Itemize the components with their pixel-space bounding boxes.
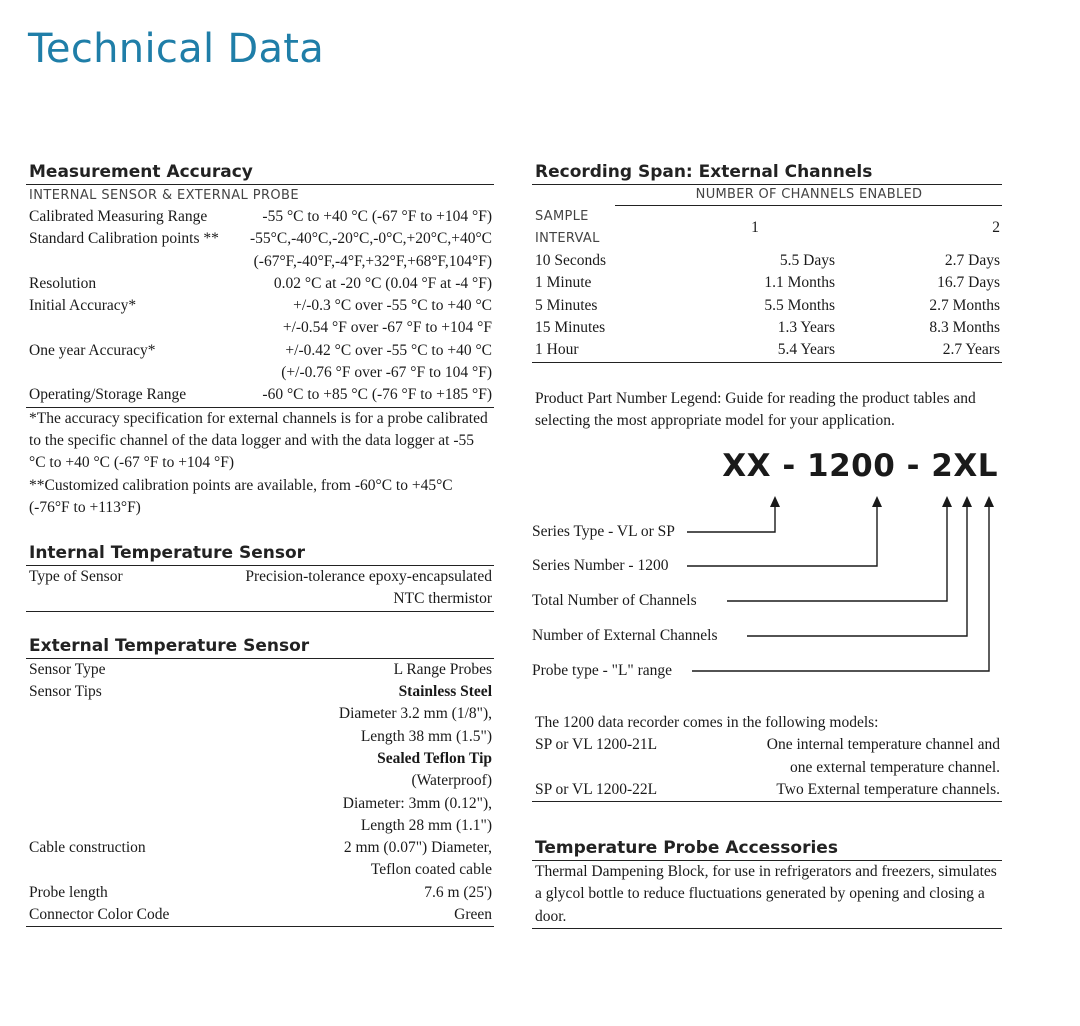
channels-enabled-header: NUMBER OF CHANNELS ENABLED bbox=[615, 185, 1002, 206]
accessories-heading: Temperature Probe Accessories bbox=[532, 836, 1002, 861]
spec-label: One year Accuracy* bbox=[29, 341, 156, 359]
spec-label: Probe length bbox=[29, 883, 108, 901]
spec-row bbox=[26, 340, 494, 362]
spec-value: 0.02 °C at -20 °C (0.04 °F at -4 °F) bbox=[273, 274, 492, 292]
spec-row bbox=[26, 566, 494, 588]
spec-value: Stainless Steel bbox=[398, 683, 492, 701]
spec-row bbox=[26, 273, 494, 295]
models-section bbox=[532, 712, 1002, 802]
models-intro: The 1200 data recorder comes in the following models: bbox=[535, 714, 879, 731]
spec-value: -55°C,-40°C,-20°C,-0°C,+20°C,+40°C bbox=[250, 230, 492, 248]
legend-connector-lines bbox=[532, 160, 1002, 700]
spec-value: -60 °C to +85 °C (-76 °F to +185 °F) bbox=[262, 386, 492, 404]
part-number-example: XX - 1200 - 2XL bbox=[722, 448, 998, 484]
table-cell: 2.7 Days bbox=[944, 252, 1000, 270]
measurement-subheading: INTERNAL SENSOR & EXTERNAL PROBE bbox=[29, 188, 299, 203]
sample-interval-header: SAMPLE INTERVAL bbox=[535, 208, 600, 246]
spec-value: +/-0.3 °C over -55 °C to +40 °C bbox=[293, 297, 492, 315]
spec-value: +/-0.42 °C over -55 °C to +40 °C bbox=[285, 341, 492, 359]
spec-row bbox=[26, 681, 494, 703]
model-description: Two External temperature channels. bbox=[776, 780, 1000, 798]
table-cell: 1.1 Months bbox=[764, 274, 835, 292]
spec-label: Resolution bbox=[29, 274, 97, 292]
spec-value: Precision-tolerance epoxy-encapsulated bbox=[245, 568, 492, 586]
spec-row bbox=[26, 228, 494, 250]
table-cell: 5.5 Days bbox=[779, 252, 835, 270]
spec-label: Operating/Storage Range bbox=[29, 386, 187, 404]
table-cell: 2.7 Months bbox=[929, 296, 1000, 314]
model-row bbox=[532, 734, 1002, 756]
table-cell: 5.5 Months bbox=[764, 296, 835, 314]
table-cell: 8.3 Months bbox=[929, 318, 1000, 336]
legend-label-series-type: Series Type - VL or SP bbox=[532, 523, 675, 540]
spec-row bbox=[26, 206, 494, 228]
spec-label: Cable construction bbox=[29, 839, 146, 857]
model-name: SP or VL 1200-21L bbox=[535, 736, 658, 754]
accessories-section bbox=[532, 836, 1002, 929]
spec-value-cont: Diameter 3.2 mm (1/8"), bbox=[338, 705, 492, 723]
model-name: SP or VL 1200-22L bbox=[535, 780, 658, 798]
spec-value: -55 °C to +40 °C (-67 °F to +104 °F) bbox=[262, 208, 492, 225]
spec-value-cont: +/-0.54 °F over -67 °F to +104 °F bbox=[282, 319, 492, 337]
table-cell: 1 Minute bbox=[535, 274, 592, 292]
measurement-accuracy-heading: Measurement Accuracy bbox=[26, 160, 494, 185]
external-sensor-heading: External Temperature Sensor bbox=[26, 634, 494, 659]
spec-label: Sensor Type bbox=[29, 660, 106, 678]
recording-span-heading: Recording Span: External Channels bbox=[532, 160, 1002, 185]
spec-value: 7.6 m (25') bbox=[424, 883, 492, 901]
spec-value-cont: Teflon coated cable bbox=[370, 861, 492, 879]
spec-value: 2 mm (0.07") Diameter, bbox=[343, 839, 492, 857]
accessories-text: Thermal Dampening Block, for use in refrigerators and freezers, simulates a glycol bottle to reduce fluctuations generated by opening and closing a door. bbox=[532, 861, 1002, 929]
spec-label: Type of Sensor bbox=[29, 568, 123, 586]
spec-value-cont: (Waterproof) bbox=[411, 772, 492, 790]
legend-intro: Product Part Number Legend: Guide for reading the product tables and selecting the most appropriate model for your application. bbox=[535, 390, 976, 430]
spec-value: Green bbox=[454, 906, 492, 924]
accuracy-footnote: *The accuracy specification for external channels is for a probe calibrated to the specific channel of the data logger and with the data logger at -55 °C to +40 °C (-67 °F to +104 °F) bbox=[29, 409, 488, 472]
spec-label: Sensor Tips bbox=[29, 683, 102, 701]
spec-row bbox=[26, 904, 494, 927]
table-cell: 16.7 Days bbox=[937, 274, 1000, 292]
legend-label-total-channels: Total Number of Channels bbox=[532, 592, 697, 609]
spec-row bbox=[26, 295, 494, 317]
table-cell: 15 Minutes bbox=[535, 318, 606, 336]
model-description-cont: one external temperature channel. bbox=[790, 758, 1000, 776]
internal-sensor-heading: Internal Temperature Sensor bbox=[26, 541, 494, 566]
spec-value-cont: Length 28 mm (1.1") bbox=[360, 816, 492, 834]
spec-row bbox=[26, 384, 494, 407]
legend-label-series-number: Series Number - 1200 bbox=[532, 557, 669, 574]
spec-value-cont: Sealed Teflon Tip bbox=[377, 749, 492, 767]
model-description: One internal temperature channel and bbox=[766, 736, 1000, 754]
legend-label-external-channels: Number of External Channels bbox=[532, 627, 718, 644]
column-header: 1 bbox=[751, 218, 759, 236]
table-cell: 1 Hour bbox=[535, 341, 579, 359]
spec-value-cont: NTC thermistor bbox=[26, 588, 494, 611]
model-row bbox=[532, 779, 1002, 802]
column-header: 2 bbox=[992, 218, 1000, 236]
spec-row bbox=[26, 659, 494, 681]
spec-label: Initial Accuracy* bbox=[29, 297, 137, 315]
spec-value-cont: Length 38 mm (1.5") bbox=[360, 727, 492, 745]
right-column bbox=[532, 160, 1002, 940]
page-title: Technical Data bbox=[28, 26, 325, 72]
spec-value-cont: Diameter: 3mm (0.12"), bbox=[342, 794, 492, 812]
spec-label: Connector Color Code bbox=[29, 906, 170, 924]
table-cell: 2.7 Years bbox=[942, 341, 1000, 359]
left-column bbox=[26, 160, 494, 927]
spec-label: Calibrated Measuring Range bbox=[29, 208, 208, 225]
table-cell: 1.3 Years bbox=[777, 318, 835, 336]
table-cell: 10 Seconds bbox=[535, 252, 607, 270]
table-cell: 5 Minutes bbox=[535, 296, 598, 314]
spec-value-cont: (+/-0.76 °F over -67 °F to 104 °F) bbox=[281, 364, 492, 382]
calibration-footnote: **Customized calibration points are available, from -60°C to +45°C (-76°F to +113°F) bbox=[29, 476, 453, 516]
spec-row bbox=[26, 837, 494, 859]
spec-row bbox=[26, 882, 494, 904]
spec-value-cont: (-67°F,-40°F,-4°F,+32°F,+68°F,104°F) bbox=[253, 252, 492, 270]
spec-value: L Range Probes bbox=[393, 660, 492, 678]
legend-label-probe-type: Probe type - "L" range bbox=[532, 662, 673, 679]
spec-label: Standard Calibration points ** bbox=[29, 230, 219, 248]
table-cell: 5.4 Years bbox=[777, 341, 835, 359]
